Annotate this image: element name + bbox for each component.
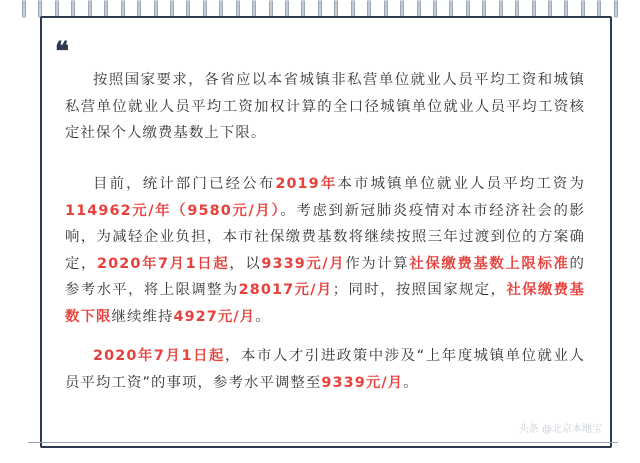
body-text: 的参考水平，将上限调整为 xyxy=(65,255,585,298)
highlight-text: 9339元/月 xyxy=(321,374,404,391)
highlight-text: 2019年 xyxy=(275,176,338,192)
quote-mark-icon: ❝ xyxy=(55,37,67,67)
body-text: ，本市人才引进政策中涉及“上年度城镇单位就业人员平均工资”的事项，参考水平调整至 xyxy=(65,348,585,391)
body-text: 作为计算 xyxy=(345,255,410,272)
body-text: 。 xyxy=(403,374,419,391)
body-text: 。 xyxy=(255,308,271,325)
paragraph-2 xyxy=(65,171,585,330)
paragraph-1 xyxy=(65,67,585,147)
body-text: 。考虑到新冠肺炎疫情对本市经济社会的影响，为减轻企业负担，本市社保缴费基数将继续按照三年过渡到位的方案确定， xyxy=(65,202,586,272)
highlight-text: 2020年7月1日起 xyxy=(97,255,230,272)
body-text: 目前，统计部门已经公布 xyxy=(93,176,276,192)
binding-ring xyxy=(614,0,618,18)
watermark: 头条 @北京本地宝 xyxy=(518,424,602,435)
body-text: 按照国家要求，各省应以本省城镇非私营单位就业人员平均工资和城镇私营单位就业人员平均工资加权计算的全口径城镇单位就业人员平均工资核定社保个人缴费基数上下限。 xyxy=(65,72,585,141)
highlight-text: 社保缴费基数上限标准 xyxy=(409,255,570,272)
body-text: ；同时，按照国家规定， xyxy=(332,282,507,298)
highlight-text: 114962元/年（9580元/月） xyxy=(65,202,281,219)
highlight-text: 2020年7月1日起 xyxy=(93,348,226,364)
body-text: 继续维持 xyxy=(111,308,174,325)
paragraph-3 xyxy=(65,343,585,396)
binding-ring xyxy=(22,0,26,18)
highlight-text: 社保缴费基数下限 xyxy=(65,282,585,325)
body-text: 本市城镇单位就业人员平均工资为 xyxy=(337,176,585,192)
body-text: ，以 xyxy=(229,255,262,272)
highlight-text: 4927元/月 xyxy=(173,308,256,325)
card-shadow-line xyxy=(28,442,618,443)
highlight-text: 9339元/月 xyxy=(261,255,346,272)
highlight-text: 28017元/月 xyxy=(238,282,333,298)
